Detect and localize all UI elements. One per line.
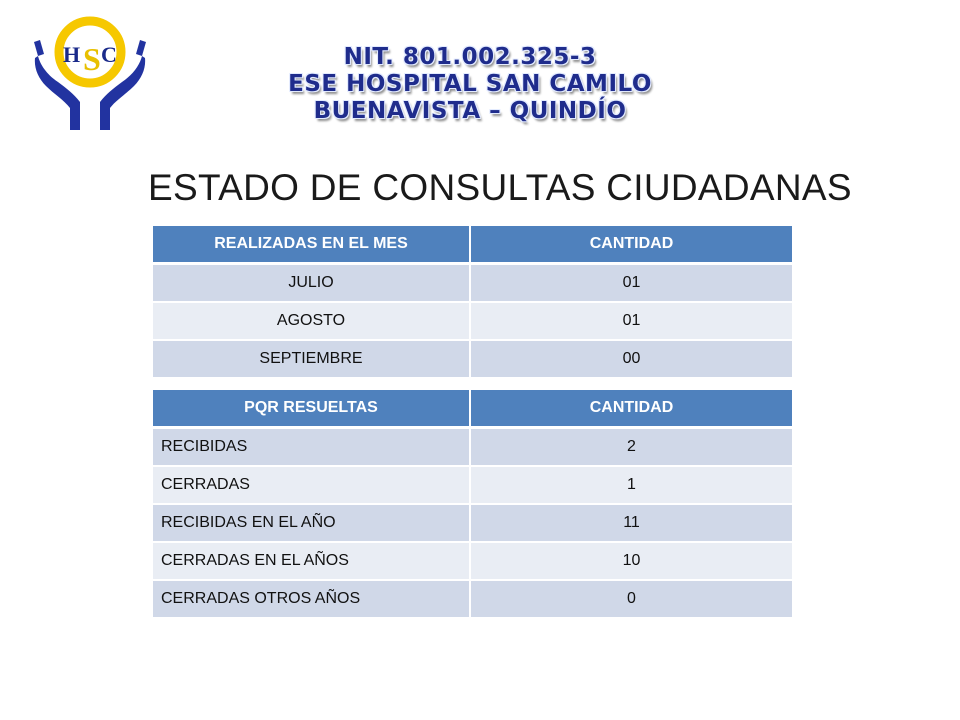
column-header-pqr: PQR RESUELTAS [153, 390, 470, 428]
hospital-logo [30, 12, 150, 132]
location-line: BUENAVISTA – QUINDÍO [313, 98, 627, 124]
column-header-quantity: CANTIDAD [470, 390, 792, 428]
quantity-cell: 0 [470, 580, 792, 618]
quantity-cell: 2 [470, 428, 792, 467]
table-row [153, 428, 792, 467]
logo-letter-c: C [101, 42, 117, 67]
quantity-cell: 01 [470, 302, 792, 340]
table-row [153, 264, 792, 303]
pqr-category-cell: CERRADAS EN EL AÑOS [153, 542, 470, 580]
quantity-cell: 00 [470, 340, 792, 378]
table-row [153, 466, 792, 504]
pqr-resolved-table [153, 390, 792, 619]
pqr-category-cell: RECIBIDAS [153, 428, 470, 467]
quantity-cell: 01 [470, 264, 792, 303]
logo-letter-s: S [83, 41, 101, 77]
column-header-month: REALIZADAS EN EL MES [153, 226, 470, 264]
monthly-consultations-table [153, 226, 792, 379]
table-row [153, 542, 792, 580]
organization-header [250, 44, 690, 125]
month-cell: SEPTIEMBRE [153, 340, 470, 378]
table-header-row [153, 390, 792, 428]
pqr-category-cell: CERRADAS [153, 466, 470, 504]
column-header-quantity: CANTIDAD [470, 226, 792, 264]
page-title: ESTADO DE CONSULTAS CIUDADANAS [148, 167, 852, 208]
hospital-name-line: ESE HOSPITAL SAN CAMILO [288, 71, 652, 97]
quantity-cell: 1 [470, 466, 792, 504]
table-row [153, 504, 792, 542]
table-header-row [153, 226, 792, 264]
quantity-cell: 11 [470, 504, 792, 542]
pqr-category-cell: CERRADAS OTROS AÑOS [153, 580, 470, 618]
table-row [153, 302, 792, 340]
quantity-cell: 10 [470, 542, 792, 580]
nit-line: NIT. 801.002.325-3 [343, 44, 597, 70]
table-row [153, 340, 792, 378]
logo-letter-h: H [63, 42, 81, 67]
month-cell: JULIO [153, 264, 470, 303]
month-cell: AGOSTO [153, 302, 470, 340]
table-row [153, 580, 792, 618]
pqr-category-cell: RECIBIDAS EN EL AÑO [153, 504, 470, 542]
